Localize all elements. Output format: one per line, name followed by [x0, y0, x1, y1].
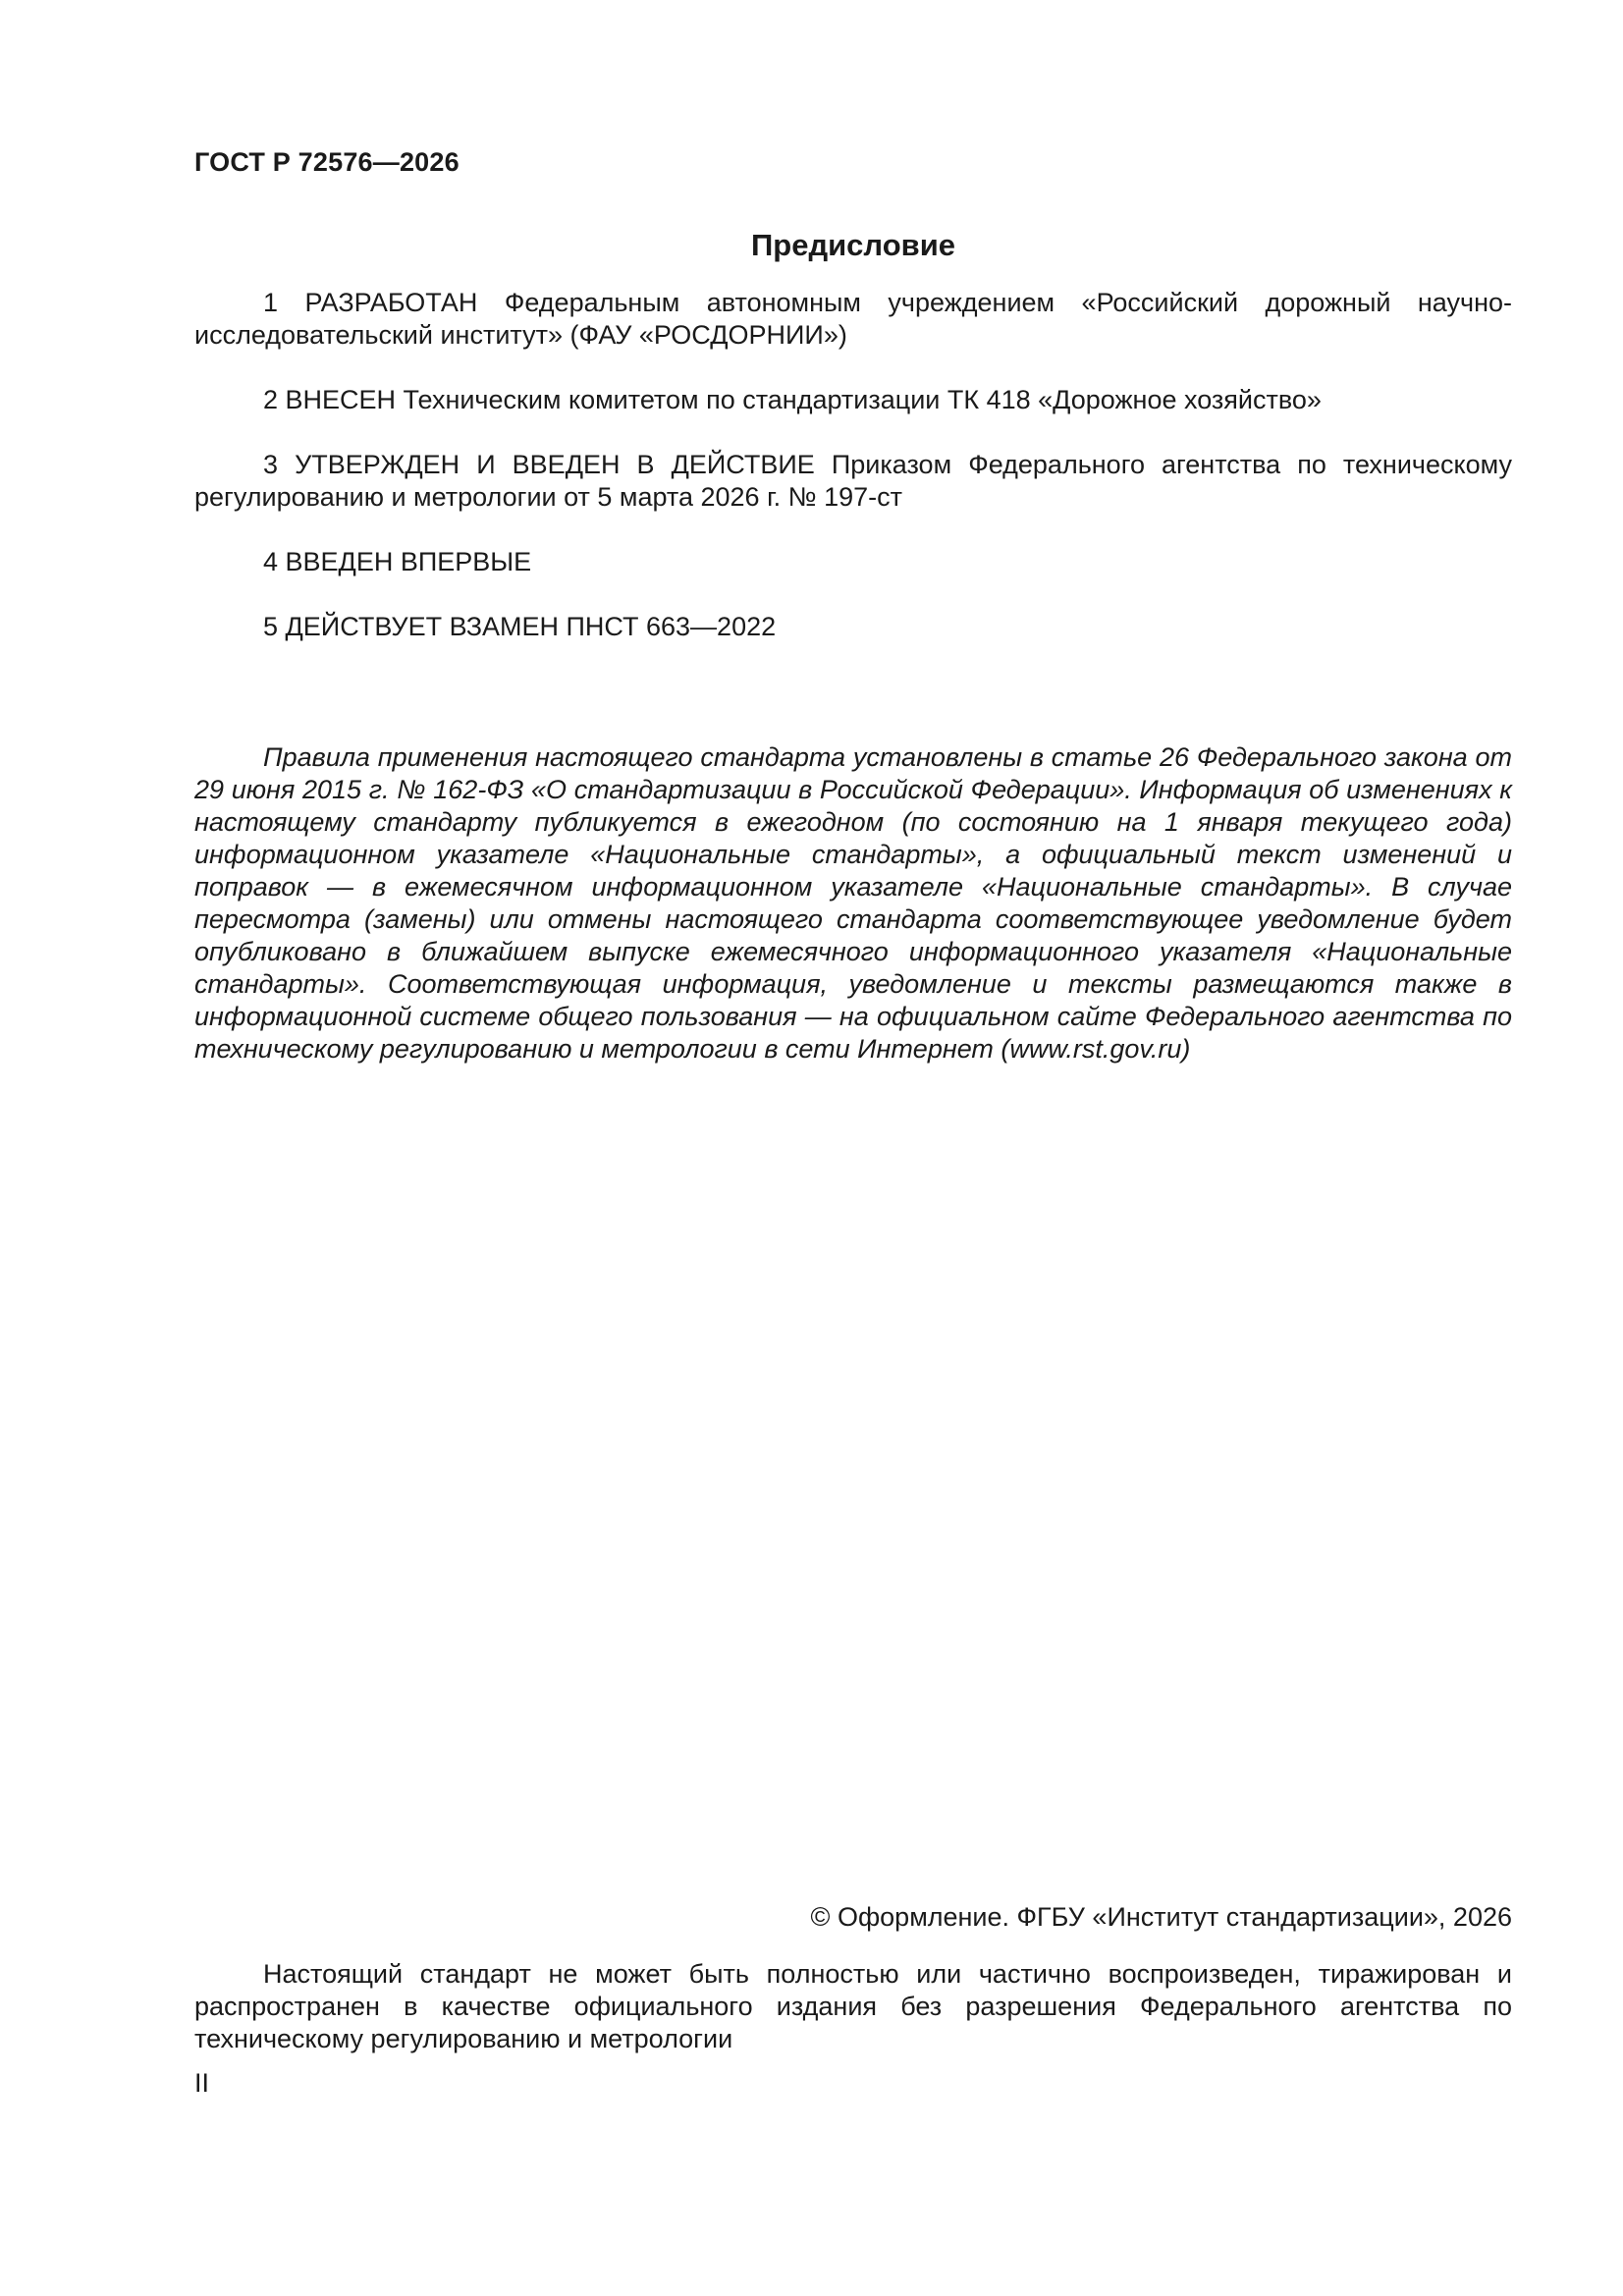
preface-list: [194, 287, 1512, 676]
reproduction-notice: Настоящий стандарт не может быть полностью или частично воспроизведен, тиражирован и распространен в качестве официального издания без разрешения Федерального агентства по техническому регулированию и метрологии: [194, 1959, 1512, 2053]
copyright-line: © Оформление. ФГБУ «Институт стандартизации», 2026: [810, 1902, 1512, 1932]
preface-item-submitted: 2 ВНЕСЕН Техническим комитетом по стандартизации ТК 418 «Дорожное хозяйство»: [263, 385, 1322, 414]
preface-item-approved: 3 УТВЕРЖДЕН И ВВЕДЕН В ДЕЙСТВИЕ Приказом Федерального агентства по техническому регулированию и метрологии от 5 марта 2026 г. № 197-ст: [194, 450, 1512, 512]
standard-designation: ГОСТ Р 72576—2026: [194, 147, 460, 177]
preface-item-developed: 1 РАЗРАБОТАН Федеральным автономным учреждением «Российский дорожный научно-исследовательский институт» (ФАУ «РОСДОРНИИ»): [194, 288, 1512, 350]
application-rules-paragraph: Правила применения настоящего стандарта установлены в статье 26 Федерального закона от 29 июня 2015 г. № 162-ФЗ «О стандартизации в Российской Федерации». Информация об изменениях к настоящему стандарту публикуется в ежегодном (по состоянию на 1 января текущего года) информационном указателе «Национальные стандарты», а официальный текст изменений и поправок — в ежемесячном информационном указателе «Национальные стандарты». В случае пересмотра (замены) или отмены настоящего стандарта соответствующее уведомление будет опубликовано в ближайшем выпуске ежемесячного информационного указателя «Национальные стандарты». Соответствующая информация, уведомление и тексты размещаются также в информационной системе общего пользования — на официальном сайте Федерального агентства по техническому регулированию и метрологии в сети Интернет (www.rst.gov.ru): [194, 742, 1512, 1064]
page-title: Предисловие: [750, 228, 955, 262]
preface-item-introduced: 4 ВВЕДЕН ВПЕРВЫЕ: [263, 547, 532, 576]
preface-item-replaces: 5 ДЕЙСТВУЕТ ВЗАМЕН ПНСТ 663—2022: [263, 612, 777, 641]
page-number: II: [194, 2068, 210, 2098]
